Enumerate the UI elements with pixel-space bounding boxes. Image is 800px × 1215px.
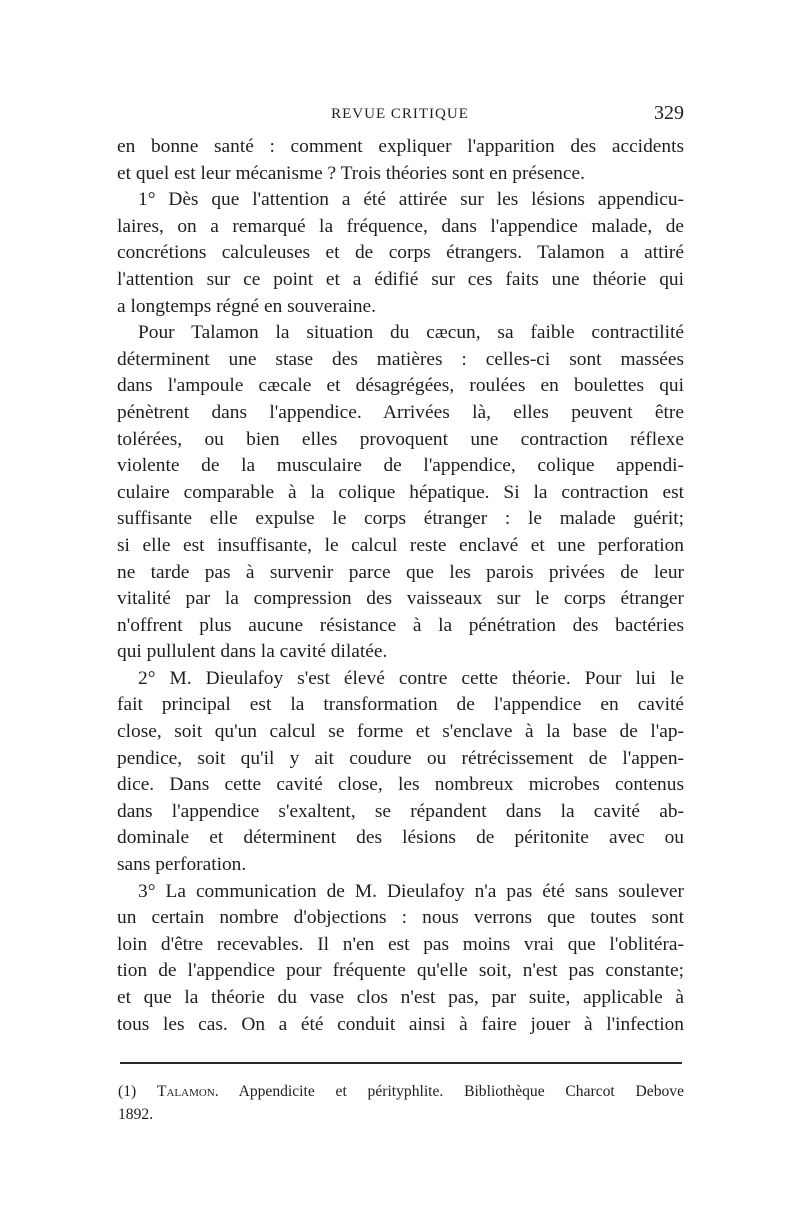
- text-line: dans l'ampoule cæcale et désagrégées, roulées en boulettes qui: [117, 375, 684, 397]
- page-number: 329: [654, 102, 684, 124]
- footnote-text: Appendicite et pérityphlite. Bibliothèque Charcot Debove: [238, 1083, 685, 1100]
- text-line: 1° Dès que l'attention a été attirée sur les lésions appendicu-: [138, 189, 684, 211]
- text-line: et que la théorie du vase clos n'est pas, par suite, applicable à: [117, 987, 684, 1008]
- text-line: sans perforation.: [117, 854, 247, 876]
- body-text: [117, 134, 684, 1038]
- text-line: ne tarde pas à survenir parce que les parois privées de leur: [117, 561, 684, 583]
- footnote: [118, 1080, 684, 1126]
- page-header: [116, 102, 684, 132]
- text-line: Pour Talamon la situation du cæcun, sa faible contractilité: [138, 322, 684, 344]
- text-line: déterminent une stase des matières : celles-ci sont massées: [117, 348, 684, 370]
- text-line: vitalité par la compression des vaisseaux sur le corps étranger: [117, 588, 684, 610]
- text-line: tolérées, ou bien elles provoquent une contraction réflexe: [117, 428, 684, 450]
- text-line: qui pullulent dans la cavité dilatée.: [117, 641, 388, 663]
- text-line: tous les cas. On a été conduit ainsi à faire jouer à l'infection: [117, 1013, 684, 1035]
- text-line: pendice, soit qu'il y ait coudure ou rétrécissement de l'appen-: [117, 747, 684, 769]
- text-line: violente de la musculaire de l'appendice, colique appendi-: [117, 455, 684, 477]
- text-line: dans l'appendice s'exaltent, se répandent dans la cavité ab-: [117, 800, 684, 822]
- text-line: un certain nombre d'objections : nous verrons que toutes sont: [117, 907, 684, 929]
- text-line: culaire comparable à la colique hépatique. Si la contraction est: [117, 481, 684, 503]
- text-line: et quel est leur mécanisme ? Trois théories sont en présence.: [117, 162, 585, 184]
- footnote-rule: [120, 1062, 682, 1064]
- text-line: close, soit qu'un calcul se forme et s'enclave à la base de l'ap-: [117, 721, 684, 743]
- text-line: si elle est insuffisante, le calcul reste enclavé et une perforation: [117, 534, 684, 556]
- text-line: en bonne santé : comment expliquer l'apparition des accidents: [117, 136, 684, 157]
- text-line: dominale et déterminent des lésions de péritonite avec ou: [117, 827, 684, 849]
- footnote-marker: (1): [118, 1083, 137, 1100]
- text-line: tion de l'appendice pour fréquente qu'elle soit, n'est pas constante;: [117, 960, 684, 982]
- running-head: REVUE CRITIQUE: [331, 106, 469, 122]
- text-line: n'offrent plus aucune résistance à la pénétration des bactéries: [117, 614, 684, 636]
- text-line: dice. Dans cette cavité close, les nombreux microbes contenus: [117, 774, 684, 796]
- text-line: 2° M. Dieulafoy s'est élevé contre cette théorie. Pour lui le: [138, 667, 684, 689]
- text-line: a longtemps régné en souveraine.: [117, 295, 376, 317]
- text-line: laires, on a remarqué la fréquence, dans l'appendice malade, de: [117, 215, 684, 237]
- text-line: fait principal est la transformation de l'appendice en cavité: [117, 694, 684, 716]
- text-line: loin d'être recevables. Il n'en est pas moins vrai que l'oblitéra-: [117, 933, 684, 955]
- text-line: l'attention sur ce point et a édifié sur ces faits une théorie qui: [117, 268, 684, 290]
- text-line: pénètrent dans l'appendice. Arrivées là, elles peuvent être: [117, 401, 684, 423]
- footnote-author: Talamon.: [156, 1083, 219, 1100]
- text-line: suffisante elle expulse le corps étranger : le malade guérit;: [117, 508, 684, 530]
- text-line: concrétions calculeuses et de corps étrangers. Talamon a attiré: [117, 242, 684, 264]
- text-line: 3° La communication de M. Dieulafoy n'a pas été sans soulever: [138, 880, 684, 902]
- footnote-year: 1892.: [118, 1106, 154, 1123]
- footnote-line: [118, 1080, 684, 1103]
